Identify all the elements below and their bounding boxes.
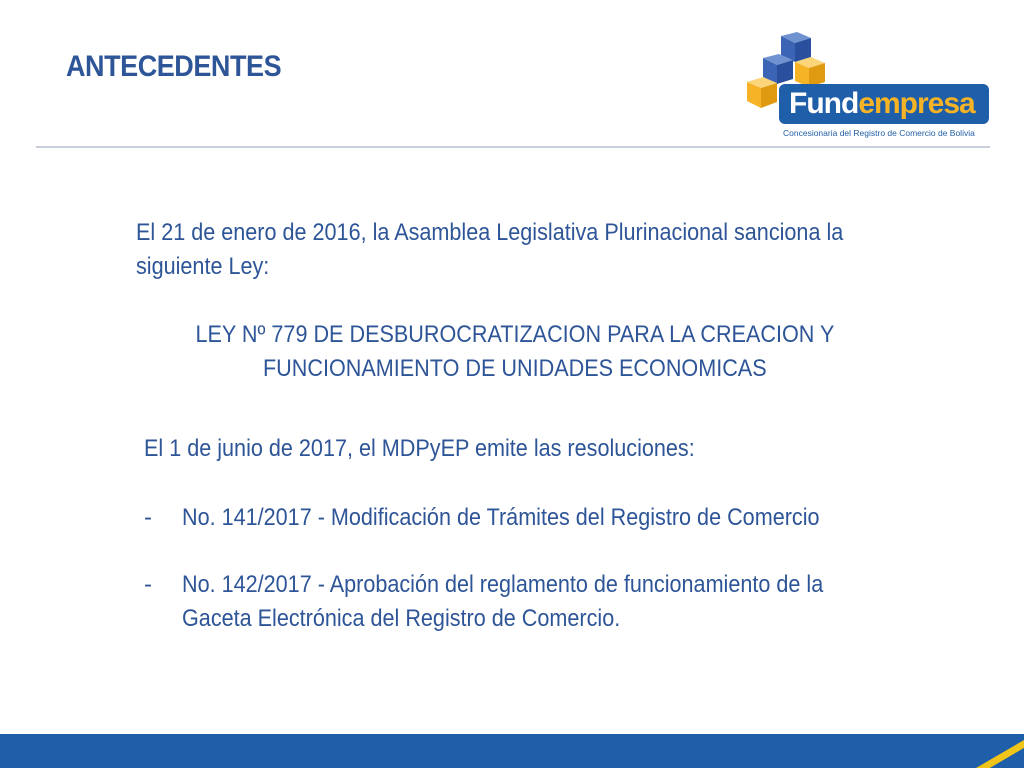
list-item-text: No. 142/2017 - Aprobación del reglamento de funcionamiento de la Gaceta Electrónica del Registro de Comercio. [182,571,824,632]
intro-paragraph: El 21 de enero de 2016, la Asamblea Legislativa Plurinacional sanciona la siguiente Ley: [136,219,844,280]
law-title [140,318,890,386]
logo-empresa-text: empresa [858,87,975,120]
list-bullet: - [144,571,152,598]
law-title-line2: FUNCIONAMIENTO DE UNIDADES ECONOMICAS [263,355,767,382]
logo-wordmark [779,84,989,124]
header-divider [36,146,990,148]
logo-fund-text: Fund [789,87,859,120]
footer-accent-stripe [914,734,1024,768]
resolutions-intro: El 1 de junio de 2017, el MDPyEP emite las resoluciones: [144,435,695,462]
logo-subtitle: Concesionaria del Registro de Comercio de Bolivia [783,128,975,138]
list-bullet: - [144,504,152,531]
list-item-text: No. 141/2017 - Modificación de Trámites del Registro de Comercio [182,504,820,531]
fundempresa-logo [745,32,990,142]
law-title-line1: LEY Nº 779 DE DESBUROCRATIZACION PARA LA CREACION Y [195,321,835,348]
slide-title: ANTECEDENTES [66,50,282,83]
footer-bar [0,734,1024,768]
